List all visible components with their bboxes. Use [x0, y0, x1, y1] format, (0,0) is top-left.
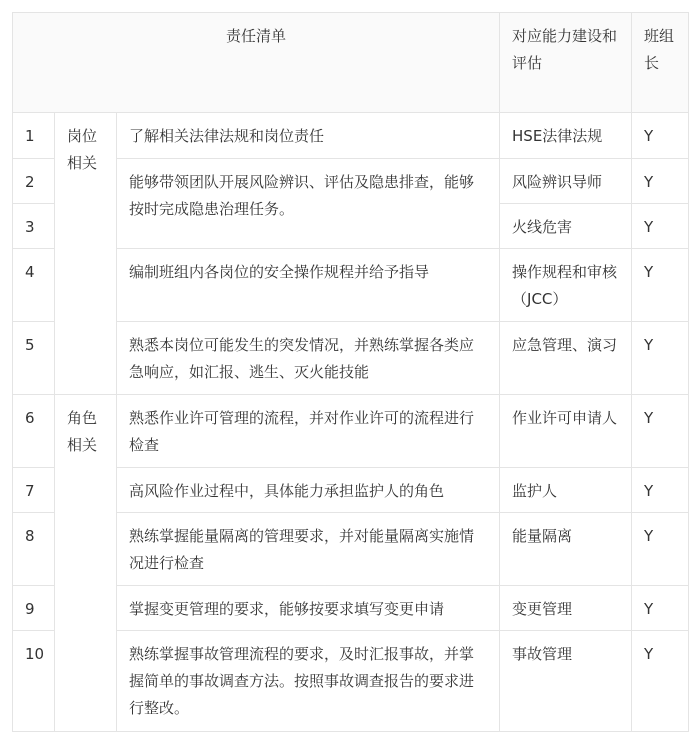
- row-duty: 掌握变更管理的要求，能够按要求填写变更申请: [117, 586, 500, 631]
- row-duty: 熟悉本岗位可能发生的突发情况，并熟练掌握各类应急响应，如汇报、逃生、灭火能技能: [117, 322, 500, 395]
- category-role: 角色相关: [55, 395, 117, 732]
- responsibility-table: [12, 12, 689, 732]
- row-duty: 熟练掌握能量隔离的管理要求，并对能量隔离实施情况进行检查: [117, 513, 500, 586]
- row-duty: 高风险作业过程中，具体能力承担监护人的角色: [117, 468, 500, 513]
- row-capability: 能量隔离: [500, 513, 632, 586]
- row-leader-flag: Y: [632, 631, 689, 732]
- row-leader-flag: Y: [632, 204, 689, 249]
- row-number: 7: [13, 468, 55, 513]
- table-row: [13, 395, 689, 468]
- row-duty: 能够带领团队开展风险辨识、评估及隐患排查，能够按时完成隐患治理任务。: [117, 159, 500, 249]
- row-leader-flag: Y: [632, 513, 689, 586]
- row-leader-flag: Y: [632, 249, 689, 322]
- row-duty: 熟练掌握事故管理流程的要求，及时汇报事故，并掌握简单的事故调查方法。按照事故调查报告的要求进行整改。: [117, 631, 500, 732]
- row-number: 5: [13, 322, 55, 395]
- row-leader-flag: Y: [632, 586, 689, 631]
- row-capability: 应急管理、演习: [500, 322, 632, 395]
- header-capability: 对应能力建设和评估: [500, 13, 632, 113]
- row-capability: HSE法律法规: [500, 113, 632, 159]
- row-number: 4: [13, 249, 55, 322]
- row-capability: 变更管理: [500, 586, 632, 631]
- row-leader-flag: Y: [632, 322, 689, 395]
- row-duty: 了解相关法律法规和岗位责任: [117, 113, 500, 159]
- row-capability: 监护人: [500, 468, 632, 513]
- row-duty: 熟悉作业许可管理的流程，并对作业许可的流程进行检查: [117, 395, 500, 468]
- header-row: [13, 13, 689, 113]
- row-capability: 风险辨识导师: [500, 159, 632, 204]
- row-number: 10: [13, 631, 55, 732]
- row-capability: 事故管理: [500, 631, 632, 732]
- row-number: 3: [13, 204, 55, 249]
- row-duty: 编制班组内各岗位的安全操作规程并给予指导: [117, 249, 500, 322]
- row-number: 8: [13, 513, 55, 586]
- row-number: 2: [13, 159, 55, 204]
- row-leader-flag: Y: [632, 395, 689, 468]
- row-capability: 操作规程和审核（JCC）: [500, 249, 632, 322]
- category-post: 岗位相关: [55, 113, 117, 395]
- row-capability: 作业许可申请人: [500, 395, 632, 468]
- row-leader-flag: Y: [632, 468, 689, 513]
- header-leader: 班组长: [632, 13, 689, 113]
- table-row: [13, 113, 689, 159]
- header-responsibility: 责任清单: [13, 13, 500, 113]
- row-number: 9: [13, 586, 55, 631]
- row-leader-flag: Y: [632, 113, 689, 159]
- row-number: 1: [13, 113, 55, 159]
- row-capability: 火线危害: [500, 204, 632, 249]
- row-number: 6: [13, 395, 55, 468]
- row-leader-flag: Y: [632, 159, 689, 204]
